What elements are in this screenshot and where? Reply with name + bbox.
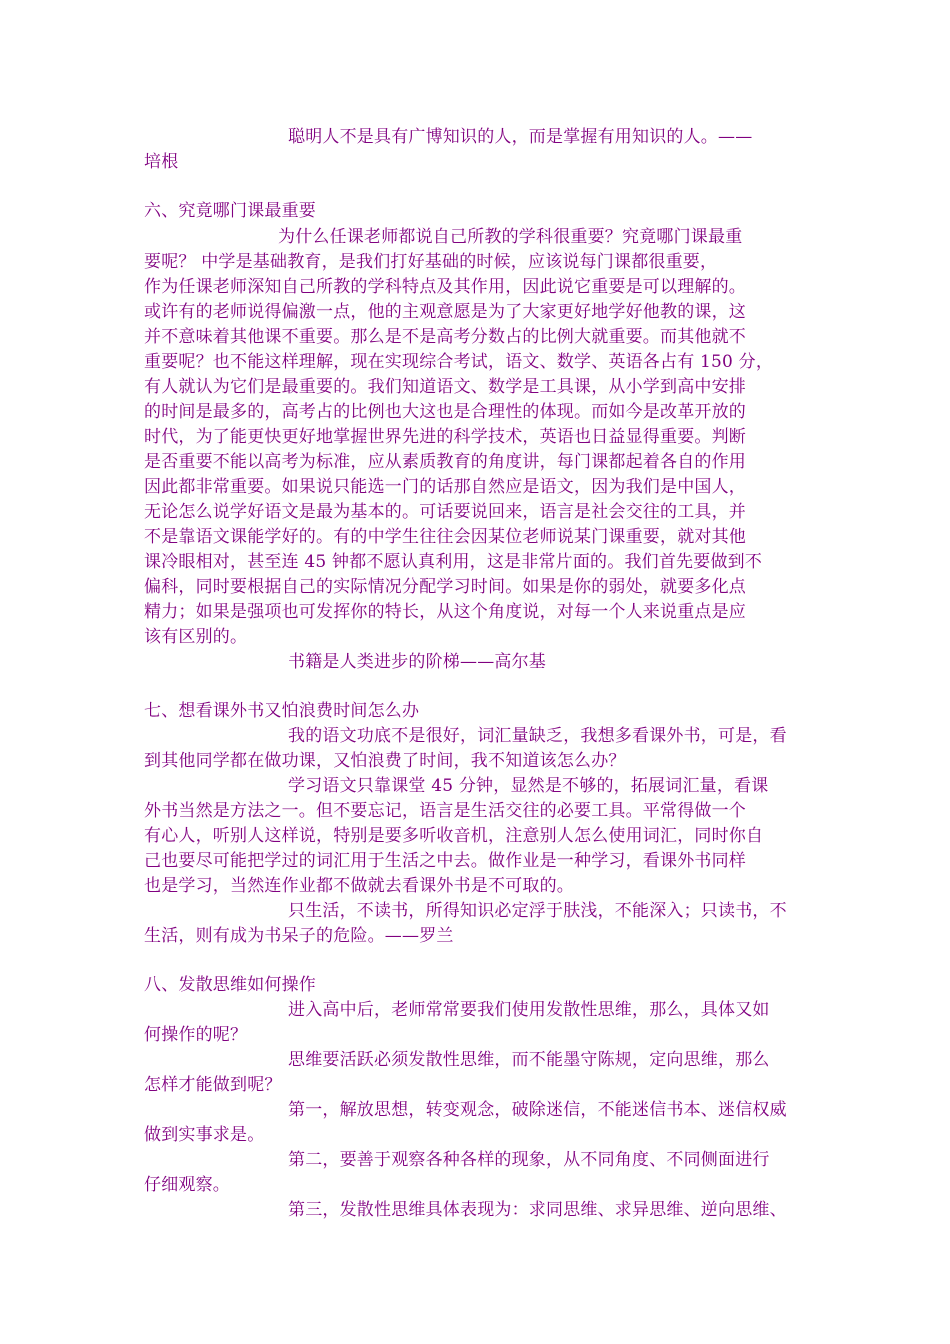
text-line: 并不意味着其他课不重要。那么是不是高考分数占的比例大就重要。而其他就不 — [144, 327, 746, 347]
text-line: 思维要活跃必须发散性思维，而不能墨守陈规，定向思维，那么 — [288, 1050, 770, 1070]
text-line: 培根 — [144, 152, 179, 172]
text-line: 仔细观察。 — [144, 1175, 230, 1195]
text-line: 要呢？ 中学是基础教育，是我们打好基础的时候，应该说每门课都很重要， — [144, 252, 718, 272]
text-line: 己也要尽可能把学过的词汇用于生活之中去。做作业是一种学习，看课外书同样 — [144, 851, 746, 871]
text-line: 做到实事求是。 — [144, 1125, 265, 1145]
text-line: 是否重要不能以高考为标准，应从素质教育的角度讲，每门课都起着各自的作用 — [144, 452, 746, 472]
text-line: 作为任课老师深知自己所教的学科特点及其作用，因此说它重要是可以理解的。 — [144, 277, 746, 297]
text-line: 第二，要善于观察各种各样的现象，从不同角度、不同侧面进行 — [288, 1150, 770, 1170]
text-line: 第三，发散性思维具体表现为：求同思维、求异思维、逆向思维、 — [288, 1200, 787, 1220]
text-line: 或许有的老师说得偏激一点，他的主观意愿是为了大家更好地学好他教的课，这 — [144, 302, 746, 322]
text-line: 七、想看课外书又怕浪费时间怎么办 — [144, 701, 420, 721]
text-line: 时代，为了能更快更好地掌握世界先进的科学技术，英语也日益显得重要。判断 — [144, 427, 746, 447]
text-line: 不是靠语文课能学好的。有的中学生往往会因某位老师说某门课重要，就对其他 — [144, 527, 746, 547]
text-line: 有人就认为它们是最重要的。我们知道语文、数学是工具课，从小学到高中安排 — [144, 377, 746, 397]
text-line: 怎样才能做到呢？ — [144, 1075, 282, 1095]
text-line: 的时间是最多的，高考占的比例也大这也是合理性的体现。而如今是改革开放的 — [144, 402, 746, 422]
text-line: 无论怎么说学好语文是最为基本的。可话要说回来，语言是社会交往的工具，并 — [144, 502, 746, 522]
text-line: 有心人，听别人这样说，特别是要多听收音机，注意别人怎么使用词汇，同时你自 — [144, 826, 764, 846]
text-line: 进入高中后，老师常常要我们使用发散性思维，那么，具体又如 — [288, 1000, 770, 1020]
text-line: 重要呢？也不能这样理解，现在实现综合考试，语文、数学、英语各占有 150 分， — [144, 352, 774, 372]
text-line: 何操作的呢？ — [144, 1025, 248, 1045]
text-line: 精力；如果是强项也可发挥你的特长，从这个角度说，对每一个人来说重点是应 — [144, 602, 746, 622]
text-line: 八、发散思维如何操作 — [144, 975, 316, 995]
text-line: 只生活，不读书，所得知识必定浮于肤浅，不能深入；只读书，不 — [288, 901, 787, 921]
text-line: 偏科，同时要根据自己的实际情况分配学习时间。如果是你的弱处，就要多化点 — [144, 577, 746, 597]
text-line: 六、究竟哪门课最重要 — [144, 201, 316, 221]
text-line: 外书当然是方法之一。但不要忘记，语言是生活交往的必要工具。平常得做一个 — [144, 801, 746, 821]
text-line: 学习语文只靠课堂 45 分钟，显然是不够的，拓展词汇量，看课 — [288, 776, 769, 796]
text-line: 聪明人不是具有广博知识的人，而是掌握有用知识的人。—— — [288, 127, 753, 147]
text-line: 也是学习，当然连作业都不做就去看课外书是不可取的。 — [144, 876, 574, 896]
text-line: 课冷眼相对，甚至连 45 钟都不愿认真利用，这是非常片面的。我们首先要做到不 — [144, 552, 763, 572]
text-line: 书籍是人类进步的阶梯——高尔基 — [288, 652, 546, 672]
text-line: 为什么任课老师都说自己所教的学科很重要？究竟哪门课最重 — [278, 227, 743, 247]
text-line: 到其他同学都在做功课，又怕浪费了时间，我不知道该怎么办？ — [144, 751, 626, 771]
text-line: 我的语文功底不是很好，词汇量缺乏，我想多看课外书，可是，看 — [288, 726, 787, 746]
text-line: 第一，解放思想，转变观念，破除迷信，不能迷信书本、迷信权威 — [288, 1100, 787, 1120]
text-line: 该有区别的。 — [144, 627, 248, 647]
text-line: 因此都非常重要。如果说只能选一门的话那自然应是语文，因为我们是中国人， — [144, 477, 746, 497]
text-line: 生活，则有成为书呆子的危险。——罗兰 — [144, 926, 454, 946]
